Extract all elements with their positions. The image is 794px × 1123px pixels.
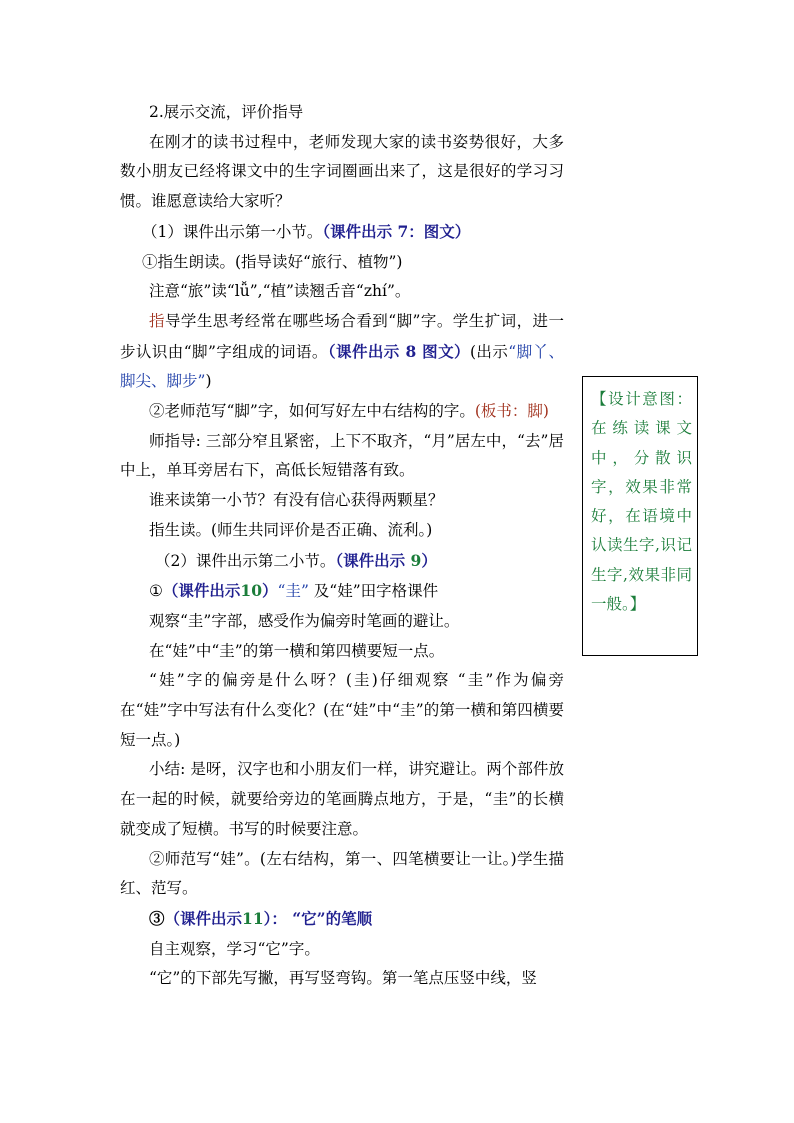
step3-a-rest: ）： “它”的笔顺 <box>263 908 373 928</box>
design-intent-note: 【设计意图：在练读课文中，分散识字，效果非常好，在语境中认读生字,识记生字,效果非同一般。】 <box>582 376 698 656</box>
step1-c-tag: （课件出示 8 图文） <box>327 341 470 361</box>
step1-text: （1）课件出示第一小节。 <box>142 222 323 241</box>
step1-c-open: (出示 <box>469 342 509 361</box>
step2-radical-question: “娃”字的偏旁是什么呀？(圭)仔细观察 “圭”作为偏旁在“娃”字中写法有什么变化？(在“娃”中“圭”的第一横和第四横要短一点。) <box>120 671 564 749</box>
step2-a-tag-num: 10 <box>240 581 262 601</box>
step2-observe: 观察“圭”字部，感受作为偏旁时笔画的避让。 <box>149 611 460 630</box>
step3-observe: 自主观察，学习“它”字。 <box>149 939 320 958</box>
section-heading: 2.展示交流，评价指导 <box>149 103 304 121</box>
step1-word-expansion <box>120 307 564 397</box>
step1-question: 谁来读第一小节？有没有信心获得两颗星？ <box>149 491 444 510</box>
step1-read-aloud: ①指生朗读。(指导读好“旅行、植物”) <box>142 252 403 271</box>
step3-a-tag-num: 11 <box>242 908 264 928</box>
step1-courseware-tag: （课件出示 7：图文） <box>322 221 471 241</box>
step2-a-rest: 及“娃”田字格课件 <box>308 582 439 601</box>
step1-c-close: ) <box>205 372 212 391</box>
step3-a-num: ③ <box>149 908 165 928</box>
step1-d-board: (板书：脚) <box>474 402 549 421</box>
step2-writing-demo: ②师范写“娃”。(左右结构，第一、四笔横要让一让。)学生描红、范写。 <box>120 849 564 898</box>
step2-tag-a: （课件出示 <box>335 550 411 570</box>
step3-courseware <box>120 904 564 935</box>
step2-courseware <box>120 576 564 607</box>
step1-evaluation: 指生读。(师生共同评价是否正确、流利。) <box>149 520 433 539</box>
step1-title <box>120 217 564 248</box>
step1-pronunciation: 注意“旅”读“lǚ”,“植”读翘舌音“zhí”。 <box>149 282 411 301</box>
step3-stroke-order: “它”的下部先写撇，再写竖弯钩。第一笔点压竖中线，竖 <box>149 969 537 988</box>
step2-a-num: ① <box>149 582 163 601</box>
step1-c-words: “脚丫、脚尖、脚步” <box>120 342 565 391</box>
step2-tag-b: ） <box>421 550 437 570</box>
step1-c-text: 导学生思考经常在哪些场合看到“脚”字。学生扩词，进一步认识由“脚”字组成的词语。 <box>120 311 564 361</box>
step3-a-tag: （课件出示 <box>164 908 243 928</box>
step2-title <box>120 546 564 577</box>
step2-text: （2）课件出示第二小节。 <box>155 551 336 570</box>
step2-tag-num: 9 <box>410 550 422 570</box>
intro-paragraph: 在刚才的读书过程中，老师发现大家的读书姿势很好，大多数小朋友已经将课文中的生字词圈画出来了，这是很好的学习习惯。谁愿意读给大家听？ <box>120 132 564 211</box>
lesson-body <box>120 98 564 994</box>
step1-c-first-char: 指 <box>149 311 165 330</box>
step1-d-text: ②老师范写“脚”字，如何写好左中右结构的字。 <box>149 402 475 421</box>
step1-writing-demo <box>120 397 564 427</box>
step2-a-tag: （课件出示 <box>162 581 241 601</box>
step2-stroke-note: 在“娃”中“圭”的第一横和第四横要短一点。 <box>149 641 445 660</box>
step1-teacher-guidance: 师指导: 三部分窄且紧密，上下不取齐，“月”居左中，“去”居中上，单耳旁居右下，高低长短错落有致。 <box>120 431 564 480</box>
step2-a-tag-close: ） <box>262 581 278 601</box>
step2-summary: 小结: 是呀，汉字也和小朋友们一样，讲究避让。两个部件放在一起的时候，就要给旁边的笔画腾点地方，于是，“圭”的长横就变成了短横。书写的时候要注意。 <box>120 760 564 838</box>
step2-a-char: “圭” <box>277 582 309 601</box>
